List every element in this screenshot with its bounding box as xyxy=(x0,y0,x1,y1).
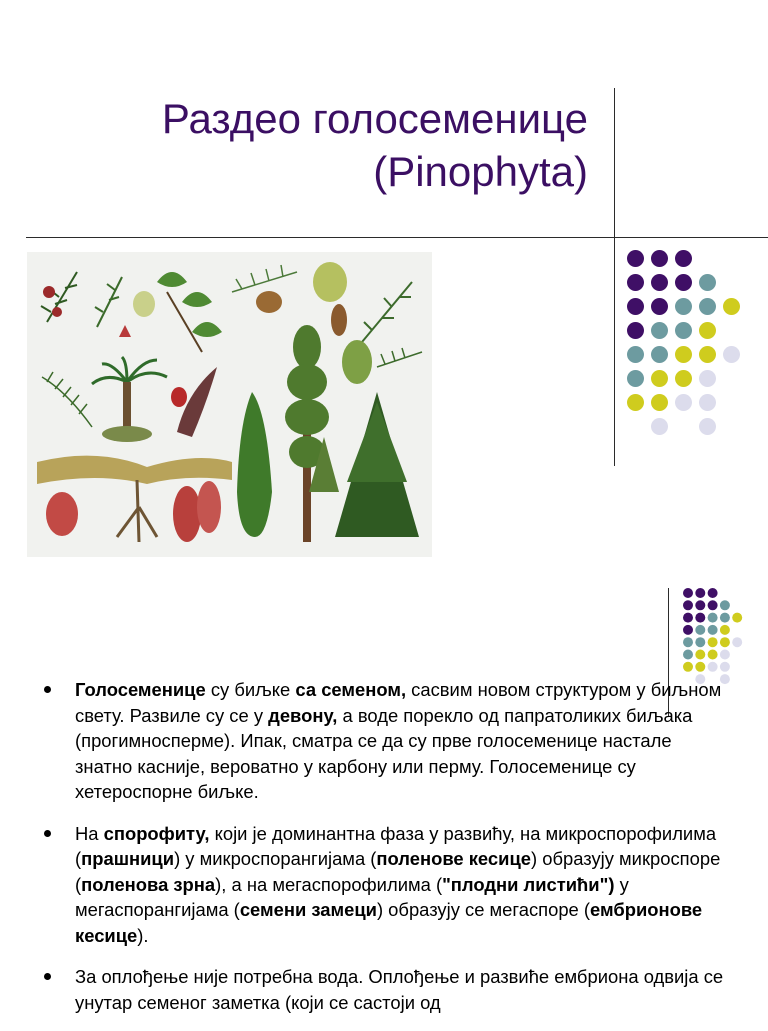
decorative-dot xyxy=(708,625,718,635)
decorative-dot xyxy=(675,346,692,363)
decorative-dot xyxy=(651,394,668,411)
bullet-2-segment: спорофиту, xyxy=(103,822,210,844)
decorative-dot xyxy=(708,588,718,598)
bullet-2-segment: ) образују се мегаспоре ( xyxy=(376,899,591,920)
slide-title xyxy=(162,92,588,198)
bullet-1-segment: сасвим новом структуром у биљном свету. Развиле су се у xyxy=(75,679,722,726)
decorative-dot xyxy=(699,346,716,363)
bullet-3-segment: За оплођење није потребна вода. Оплођење и развиће ембриона одвија се унутар семеног заметка (који се састоји од xyxy=(75,966,724,1013)
bullet-list xyxy=(42,677,732,1031)
decorative-dot xyxy=(695,588,705,598)
gymnosperm-illustration xyxy=(27,252,432,557)
bullet-2-segment: ембрионове кесице xyxy=(75,899,703,946)
vertical-divider-top xyxy=(614,88,615,466)
decorative-dot xyxy=(720,650,730,660)
decorative-dot xyxy=(675,250,692,267)
decorative-dot xyxy=(627,250,644,267)
bullet-2-segment: поленова зрна xyxy=(81,873,216,895)
decorative-dot xyxy=(627,394,644,411)
decorative-dot xyxy=(675,370,692,387)
bullet-item-2 xyxy=(42,821,732,949)
bullet-1-segment: Голосеменице xyxy=(75,679,206,700)
decorative-dot xyxy=(675,298,692,315)
slide-title-line-2: (Pinophyta) xyxy=(373,148,588,195)
slide-title-line-1: Раздео голосеменице xyxy=(161,95,588,142)
decorative-dot xyxy=(699,394,716,411)
decorative-dot xyxy=(627,322,644,339)
decorative-dot xyxy=(627,298,644,315)
decorative-dot xyxy=(675,394,692,411)
decorative-dot xyxy=(651,274,668,291)
decorative-dot xyxy=(651,418,668,435)
dot-grid-icon xyxy=(626,249,746,439)
decorative-dot xyxy=(651,250,668,267)
decorative-dot xyxy=(708,662,718,672)
decorative-dot xyxy=(695,625,705,635)
horizontal-divider xyxy=(26,237,768,238)
decorative-dot xyxy=(695,637,705,647)
decorative-dot xyxy=(683,625,693,635)
bullet-1-segment: девону, xyxy=(268,704,338,726)
bullet-2-segment: ). xyxy=(137,924,149,946)
decorative-dot xyxy=(683,613,693,623)
decorative-dot xyxy=(683,662,693,672)
decorative-dot xyxy=(627,274,644,291)
bullet-2-segment: прашници xyxy=(81,848,175,869)
decorative-dot xyxy=(675,322,692,339)
decorative-dot xyxy=(695,600,705,610)
decorative-dot xyxy=(683,600,693,610)
decorative-dot xyxy=(695,662,705,672)
bullet-item-3 xyxy=(42,964,732,1015)
decorative-dots-large xyxy=(626,249,746,439)
decorative-dot xyxy=(683,637,693,647)
decorative-dot xyxy=(732,613,742,623)
decorative-dot xyxy=(708,600,718,610)
decorative-dot xyxy=(651,298,668,315)
decorative-dot xyxy=(651,322,668,339)
decorative-dot xyxy=(699,322,716,339)
decorative-dot xyxy=(683,650,693,660)
decorative-dot xyxy=(708,613,718,623)
decorative-dot xyxy=(720,613,730,623)
bullet-1-segment: са семеном, xyxy=(295,679,407,700)
bullet-2-segment: ), а на мегаспорофилима ( xyxy=(215,873,443,895)
bullet-2-segment: семени замеци xyxy=(239,899,377,920)
bullet-2-segment: На xyxy=(75,822,104,844)
decorative-dot xyxy=(708,637,718,647)
bullet-1-segment: су биљке xyxy=(205,679,296,700)
decorative-dot xyxy=(627,346,644,363)
decorative-dot xyxy=(708,650,718,660)
decorative-dot xyxy=(683,588,693,598)
decorative-dot xyxy=(723,298,740,315)
bullet-2-segment: поленове кесице xyxy=(376,848,531,869)
decorative-dot xyxy=(699,274,716,291)
bullet-2-segment: ) образују микроспоре ( xyxy=(75,848,721,895)
bullet-2-segment: "плодни листићи") xyxy=(442,873,615,895)
decorative-dot xyxy=(651,346,668,363)
bullet-2-segment: који је доминантна фаза у развићу, на микроспорофилима ( xyxy=(75,822,717,869)
decorative-dot xyxy=(627,370,644,387)
bullet-1-segment: а воде порекло од папратоликих биљака (прогимносперме). Ипак, сматра се да су прве голосеменице настале знатно касније, вероватно у карбону или перму. Голосеменице су хетероспорне биљке. xyxy=(75,704,693,802)
decorative-dot xyxy=(720,662,730,672)
decorative-dot xyxy=(695,650,705,660)
decorative-dot xyxy=(720,637,730,647)
decorative-dot xyxy=(675,274,692,291)
decorative-dot xyxy=(651,370,668,387)
decorative-dot xyxy=(720,600,730,610)
decorative-dot xyxy=(699,418,716,435)
bullet-item-1 xyxy=(42,677,732,805)
decorative-dot xyxy=(699,370,716,387)
decorative-dot xyxy=(723,346,740,363)
decorative-dot xyxy=(732,637,742,647)
decorative-dot xyxy=(720,625,730,635)
botanical-plate-icon xyxy=(27,252,432,557)
bullet-2-segment: ) у микроспорангијама ( xyxy=(174,848,377,869)
decorative-dot xyxy=(695,613,705,623)
decorative-dot xyxy=(699,298,716,315)
bullet-2-segment: у мегаспорангијама ( xyxy=(75,873,629,920)
